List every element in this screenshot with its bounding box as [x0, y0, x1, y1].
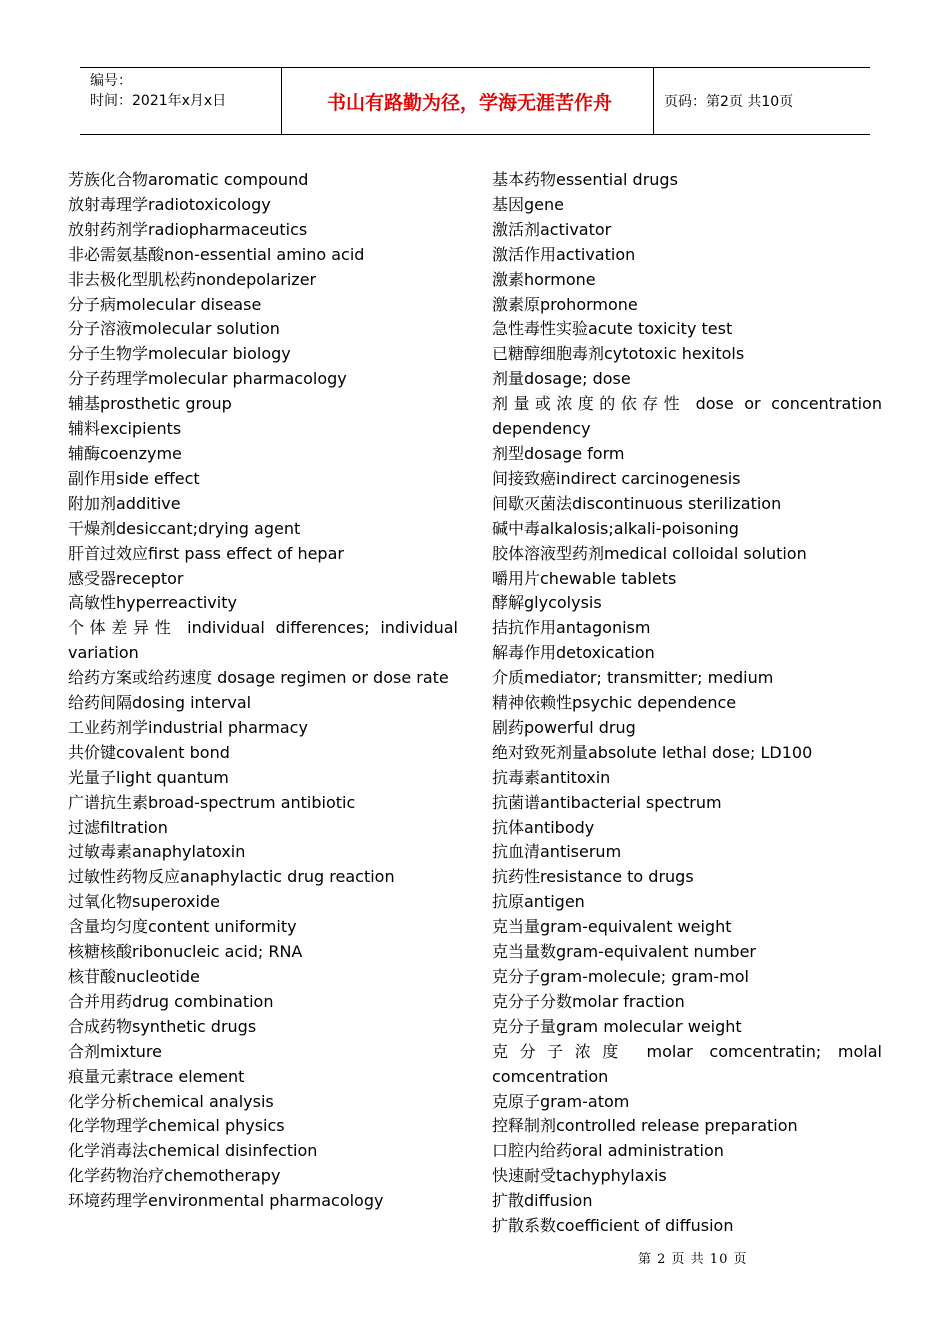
- glossary-entry: 分子药理学molecular pharmacology: [68, 369, 347, 389]
- glossary-entry: 克分子浓度 molar comcentratin; molal comcentration: [492, 1041, 882, 1086]
- glossary-entry: 快速耐受tachyphylaxis: [492, 1166, 667, 1186]
- glossary-entry: 剂型dosage form: [492, 443, 625, 463]
- glossary-entry: 抗药性resistance to drugs: [492, 867, 694, 887]
- glossary-entry: 环境药理学environmental pharmacology: [68, 1191, 384, 1211]
- glossary-entry: 抗原antigen: [492, 892, 585, 912]
- glossary-entry: 工业药剂学industrial pharmacy: [68, 717, 308, 737]
- header-meta: [80, 68, 282, 134]
- glossary-entry: 辅酶coenzyme: [68, 443, 182, 463]
- glossary-entry: 胶体溶液型药剂medical colloidal solution: [492, 543, 807, 563]
- glossary-entry: 过敏性药物反应anaphylactic drug reaction: [68, 867, 395, 887]
- glossary-entry: 光量子light quantum: [68, 767, 229, 787]
- header-motto: 书山有路勤为径，学海无涯苦作舟: [282, 68, 654, 134]
- glossary-entry: 剧药powerful drug: [492, 717, 636, 737]
- header-number: 编号：: [90, 73, 132, 89]
- glossary-entry: 化学药物治疗chemotherapy: [68, 1166, 281, 1186]
- glossary-entry: 合剂mixture: [68, 1041, 162, 1061]
- glossary-entry: 合并用药drug combination: [68, 991, 274, 1011]
- glossary-entry: 含量均匀度content uniformity: [68, 917, 297, 937]
- glossary-entry: 扩散系数coefficient of diffusion: [492, 1216, 734, 1236]
- glossary-entry: 化学消毒法chemical disinfection: [68, 1141, 318, 1161]
- glossary-entry: 化学分析chemical analysis: [68, 1091, 274, 1111]
- glossary-entry: 芳族化合物aromatic compound: [68, 170, 309, 189]
- glossary-entry: 抗毒素antitoxin: [492, 767, 611, 787]
- glossary-entry: 分子溶液molecular solution: [68, 319, 280, 339]
- glossary-entry: 合成药物synthetic drugs: [68, 1016, 257, 1036]
- glossary-entry: 化学物理学chemical physics: [68, 1116, 285, 1136]
- glossary-entry: 共价键covalent bond: [68, 742, 230, 762]
- glossary-entry: 核糖核酸ribonucleic acid; RNA: [68, 942, 303, 962]
- glossary-entry: 基因gene: [492, 194, 564, 214]
- glossary-entry: 抗体antibody: [492, 817, 595, 837]
- glossary-entry: 放射毒理学radiotoxicology: [68, 194, 271, 214]
- header-page-info: 页码：第2页 共10页: [664, 94, 794, 110]
- glossary-entry: 给药方案或给药速度 dosage regimen or dose rate: [68, 668, 449, 688]
- glossary-entry: 过滤filtration: [68, 817, 168, 837]
- glossary-entry: 克分子量gram molecular weight: [492, 1016, 742, 1036]
- page-footer: 第 2 页 共 10 页: [638, 1252, 748, 1267]
- glossary-entry: 核苷酸nucleotide: [68, 967, 200, 986]
- glossary-entry: 辅料excipients: [68, 419, 182, 439]
- glossary-entry: 感受器receptor: [68, 568, 184, 588]
- glossary-entry: 高敏性hyperreactivity: [68, 593, 237, 613]
- glossary-entry: 间歇灭菌法discontinuous sterilization: [492, 493, 782, 513]
- glossary-entry: 绝对致死剂量absolute lethal dose; LD100: [492, 742, 813, 762]
- glossary-entry: 分子病molecular disease: [68, 294, 262, 314]
- page-header: [80, 67, 870, 135]
- glossary-entry: 拮抗作用antagonism: [492, 618, 651, 638]
- glossary-entry: 剂量dosage; dose: [492, 369, 631, 389]
- glossary-entry: 激活剂activator: [492, 219, 612, 239]
- glossary-entry: 克当量gram-equivalent weight: [492, 917, 732, 937]
- glossary-entry: 痕量元素trace element: [68, 1066, 245, 1086]
- glossary-left-column: [68, 168, 458, 1214]
- glossary-entry: 扩散diffusion: [492, 1191, 593, 1211]
- glossary-entry: 间接致癌indirect carcinogenesis: [492, 468, 741, 488]
- glossary-entry: 抗血清antiserum: [492, 842, 622, 862]
- glossary-entry: 辅基prosthetic group: [68, 394, 232, 414]
- glossary-entry: 非必需氨基酸non-essential amino acid: [68, 244, 365, 264]
- glossary-entry: 分子生物学molecular biology: [68, 344, 291, 364]
- glossary-entry: 过敏毒素anaphylatoxin: [68, 842, 246, 862]
- glossary-entry: 克分子gram-molecule; gram-mol: [492, 967, 749, 986]
- glossary-entry: 个体差异性 individual differences; individual variation: [68, 618, 458, 663]
- glossary-entry: 副作用side effect: [68, 468, 200, 488]
- glossary-entry: 干燥剂desiccant;drying agent: [68, 518, 301, 538]
- glossary-entry: 解毒作用detoxication: [492, 643, 655, 663]
- glossary-entry: 精神依赖性psychic dependence: [492, 693, 737, 713]
- glossary-right-column: [492, 168, 882, 1239]
- glossary-entry: 过氧化物superoxide: [68, 892, 220, 912]
- glossary-entry: 剂量或浓度的依存性 dose or concentration dependency: [492, 394, 882, 439]
- glossary-entry: 激活作用activation: [492, 244, 636, 264]
- glossary-entry: 嚼用片chewable tablets: [492, 568, 677, 588]
- glossary-entry: 给药间隔dosing interval: [68, 693, 252, 713]
- glossary-entry: 基本药物essential drugs: [492, 170, 678, 189]
- glossary-entry: 介质mediator; transmitter; medium: [492, 668, 774, 688]
- glossary-entry: 广谱抗生素broad-spectrum antibiotic: [68, 792, 356, 812]
- glossary-entry: 抗菌谱antibacterial spectrum: [492, 792, 722, 812]
- header-time: 时间：2021年x月x日: [90, 93, 227, 109]
- glossary-entry: 急性毒性实验acute toxicity test: [492, 319, 733, 339]
- glossary-entry: 非去极化型肌松药nondepolarizer: [68, 269, 317, 289]
- glossary-entry: 克当量数gram-equivalent number: [492, 942, 756, 962]
- glossary-entry: 酵解glycolysis: [492, 593, 602, 613]
- glossary-entry: 克分子分数molar fraction: [492, 991, 685, 1011]
- glossary-entry: 激素hormone: [492, 269, 596, 289]
- glossary-entry: 控释制剂controlled release preparation: [492, 1116, 798, 1136]
- glossary-entry: 克原子gram-atom: [492, 1091, 630, 1111]
- glossary-entry: 附加剂additive: [68, 493, 181, 513]
- glossary-entry: 激素原prohormone: [492, 294, 638, 314]
- glossary-entry: 碱中毒alkalosis;alkali-poisoning: [492, 518, 739, 538]
- glossary-entry: 肝首过效应first pass effect of hepar: [68, 543, 344, 563]
- glossary-entry: 口腔内给药oral administration: [492, 1141, 724, 1161]
- glossary-entry: 放射药剂学radiopharmaceutics: [68, 219, 308, 239]
- glossary-entry: 已糖醇细胞毒剂cytotoxic hexitols: [492, 344, 745, 364]
